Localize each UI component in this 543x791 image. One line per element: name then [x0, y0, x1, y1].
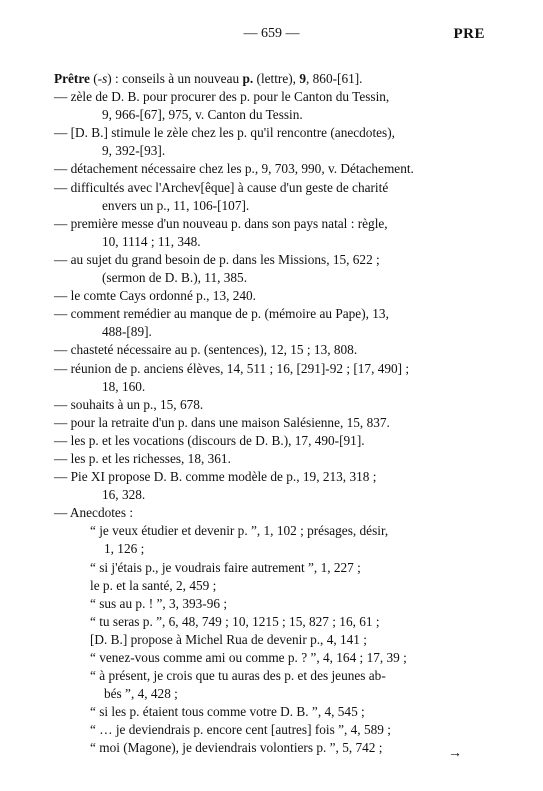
index-line: — [D. B.] stimule le zèle chez les p. qu'il rencontre (anecdotes),	[54, 125, 395, 141]
index-line: 10, 1114 ; 11, 348.	[102, 233, 201, 249]
index-line: — le comte Cays ordonné p., 13, 240.	[54, 288, 257, 304]
running-head: PRE	[453, 26, 485, 42]
index-line: — chasteté nécessaire au p. (sentences), 12, 15 ; 13, 808.	[54, 342, 358, 358]
index-line: — Anecdotes :	[54, 505, 134, 521]
index-line: — comment remédier au manque de p. (mémoire au Pape), 13,	[54, 306, 389, 322]
continuation-arrow-icon: →	[448, 746, 462, 761]
anecdote-line: le p. et la santé, 2, 459 ;	[90, 577, 217, 593]
index-line: 9, 392-[93].	[102, 143, 166, 159]
index-line: — difficultés avec l'Archev[êque] à cause d'un geste de charité	[54, 179, 389, 195]
index-line: — souhaits à un p., 15, 678.	[54, 396, 204, 412]
index-line: envers un p., 11, 106-[107].	[102, 197, 250, 213]
index-line: — détachement nécessaire chez les p., 9, 703, 990, v. Détachement.	[54, 161, 414, 177]
anecdote-line: “ … je deviendrais p. encore cent [autres] fois ”, 4, 589 ;	[90, 722, 391, 738]
index-line: 18, 160.	[102, 378, 146, 394]
anecdote-line: “ moi (Magone), je deviendrais volontiers p. ”, 5, 742 ;	[90, 740, 383, 756]
anecdote-line: “ si j'étais p., je voudrais faire autrement ”, 1, 227 ;	[90, 559, 361, 575]
index-line: — au sujet du grand besoin de p. dans les Missions, 15, 622 ;	[54, 251, 380, 267]
index-line: 9, 966-[67], 975, v. Canton du Tessin.	[102, 107, 303, 123]
index-line: — pour la retraite d'un p. dans une maison Salésienne, 15, 837.	[54, 414, 390, 430]
entry-heading	[54, 70, 494, 88]
index-line: 16, 328.	[102, 487, 146, 503]
anecdote-line: “ tu seras p. ”, 6, 48, 749 ; 10, 1215 ; 15, 827 ; 16, 61 ;	[90, 613, 380, 629]
page-header	[0, 26, 543, 46]
anecdote-line: “ si les p. étaient tous comme votre D. B. ”, 4, 545 ;	[90, 704, 365, 720]
page-number: — 659 —	[243, 26, 300, 41]
anecdote-line: “ à présent, je crois que tu auras des p. et des jeunes ab-	[90, 668, 386, 684]
index-line: — les p. et les vocations (discours de D. B.), 17, 490-[91].	[54, 432, 365, 448]
anecdote-line: [D. B.] propose à Michel Rua de devenir p., 4, 141 ;	[90, 631, 367, 647]
anecdote-line: “ venez-vous comme ami ou comme p. ? ”, 4, 164 ; 17, 39 ;	[90, 650, 407, 665]
index-line: — première messe d'un nouveau p. dans son pays natal : règle,	[54, 215, 388, 231]
index-line: — les p. et les richesses, 18, 361.	[54, 450, 231, 466]
index-entries	[54, 70, 494, 758]
entry-keyword: Prêtre	[54, 71, 90, 86]
entry-rest: (-s) : conseils à un nouveau p. (lettre), 9, 860-[61].	[93, 71, 363, 86]
anecdote-line: bés ”, 4, 428 ;	[104, 686, 178, 702]
anecdote-line: “ sus au p. ! ”, 3, 393-96 ;	[90, 595, 228, 611]
index-line: — Pie XI propose D. B. comme modèle de p., 19, 213, 318 ;	[54, 469, 377, 485]
index-line: (sermon de D. B.), 11, 385.	[102, 270, 248, 286]
index-line: — zèle de D. B. pour procurer des p. pour le Canton du Tessin,	[54, 89, 390, 105]
index-line: 488-[89].	[102, 324, 152, 340]
anecdote-line: 1, 126 ;	[104, 541, 145, 557]
anecdote-line: “ je veux étudier et devenir p. ”, 1, 102 ; présages, désir,	[90, 523, 389, 539]
index-line: — réunion de p. anciens élèves, 14, 511 ; 16, [291]-92 ; [17, 490] ;	[54, 360, 410, 376]
